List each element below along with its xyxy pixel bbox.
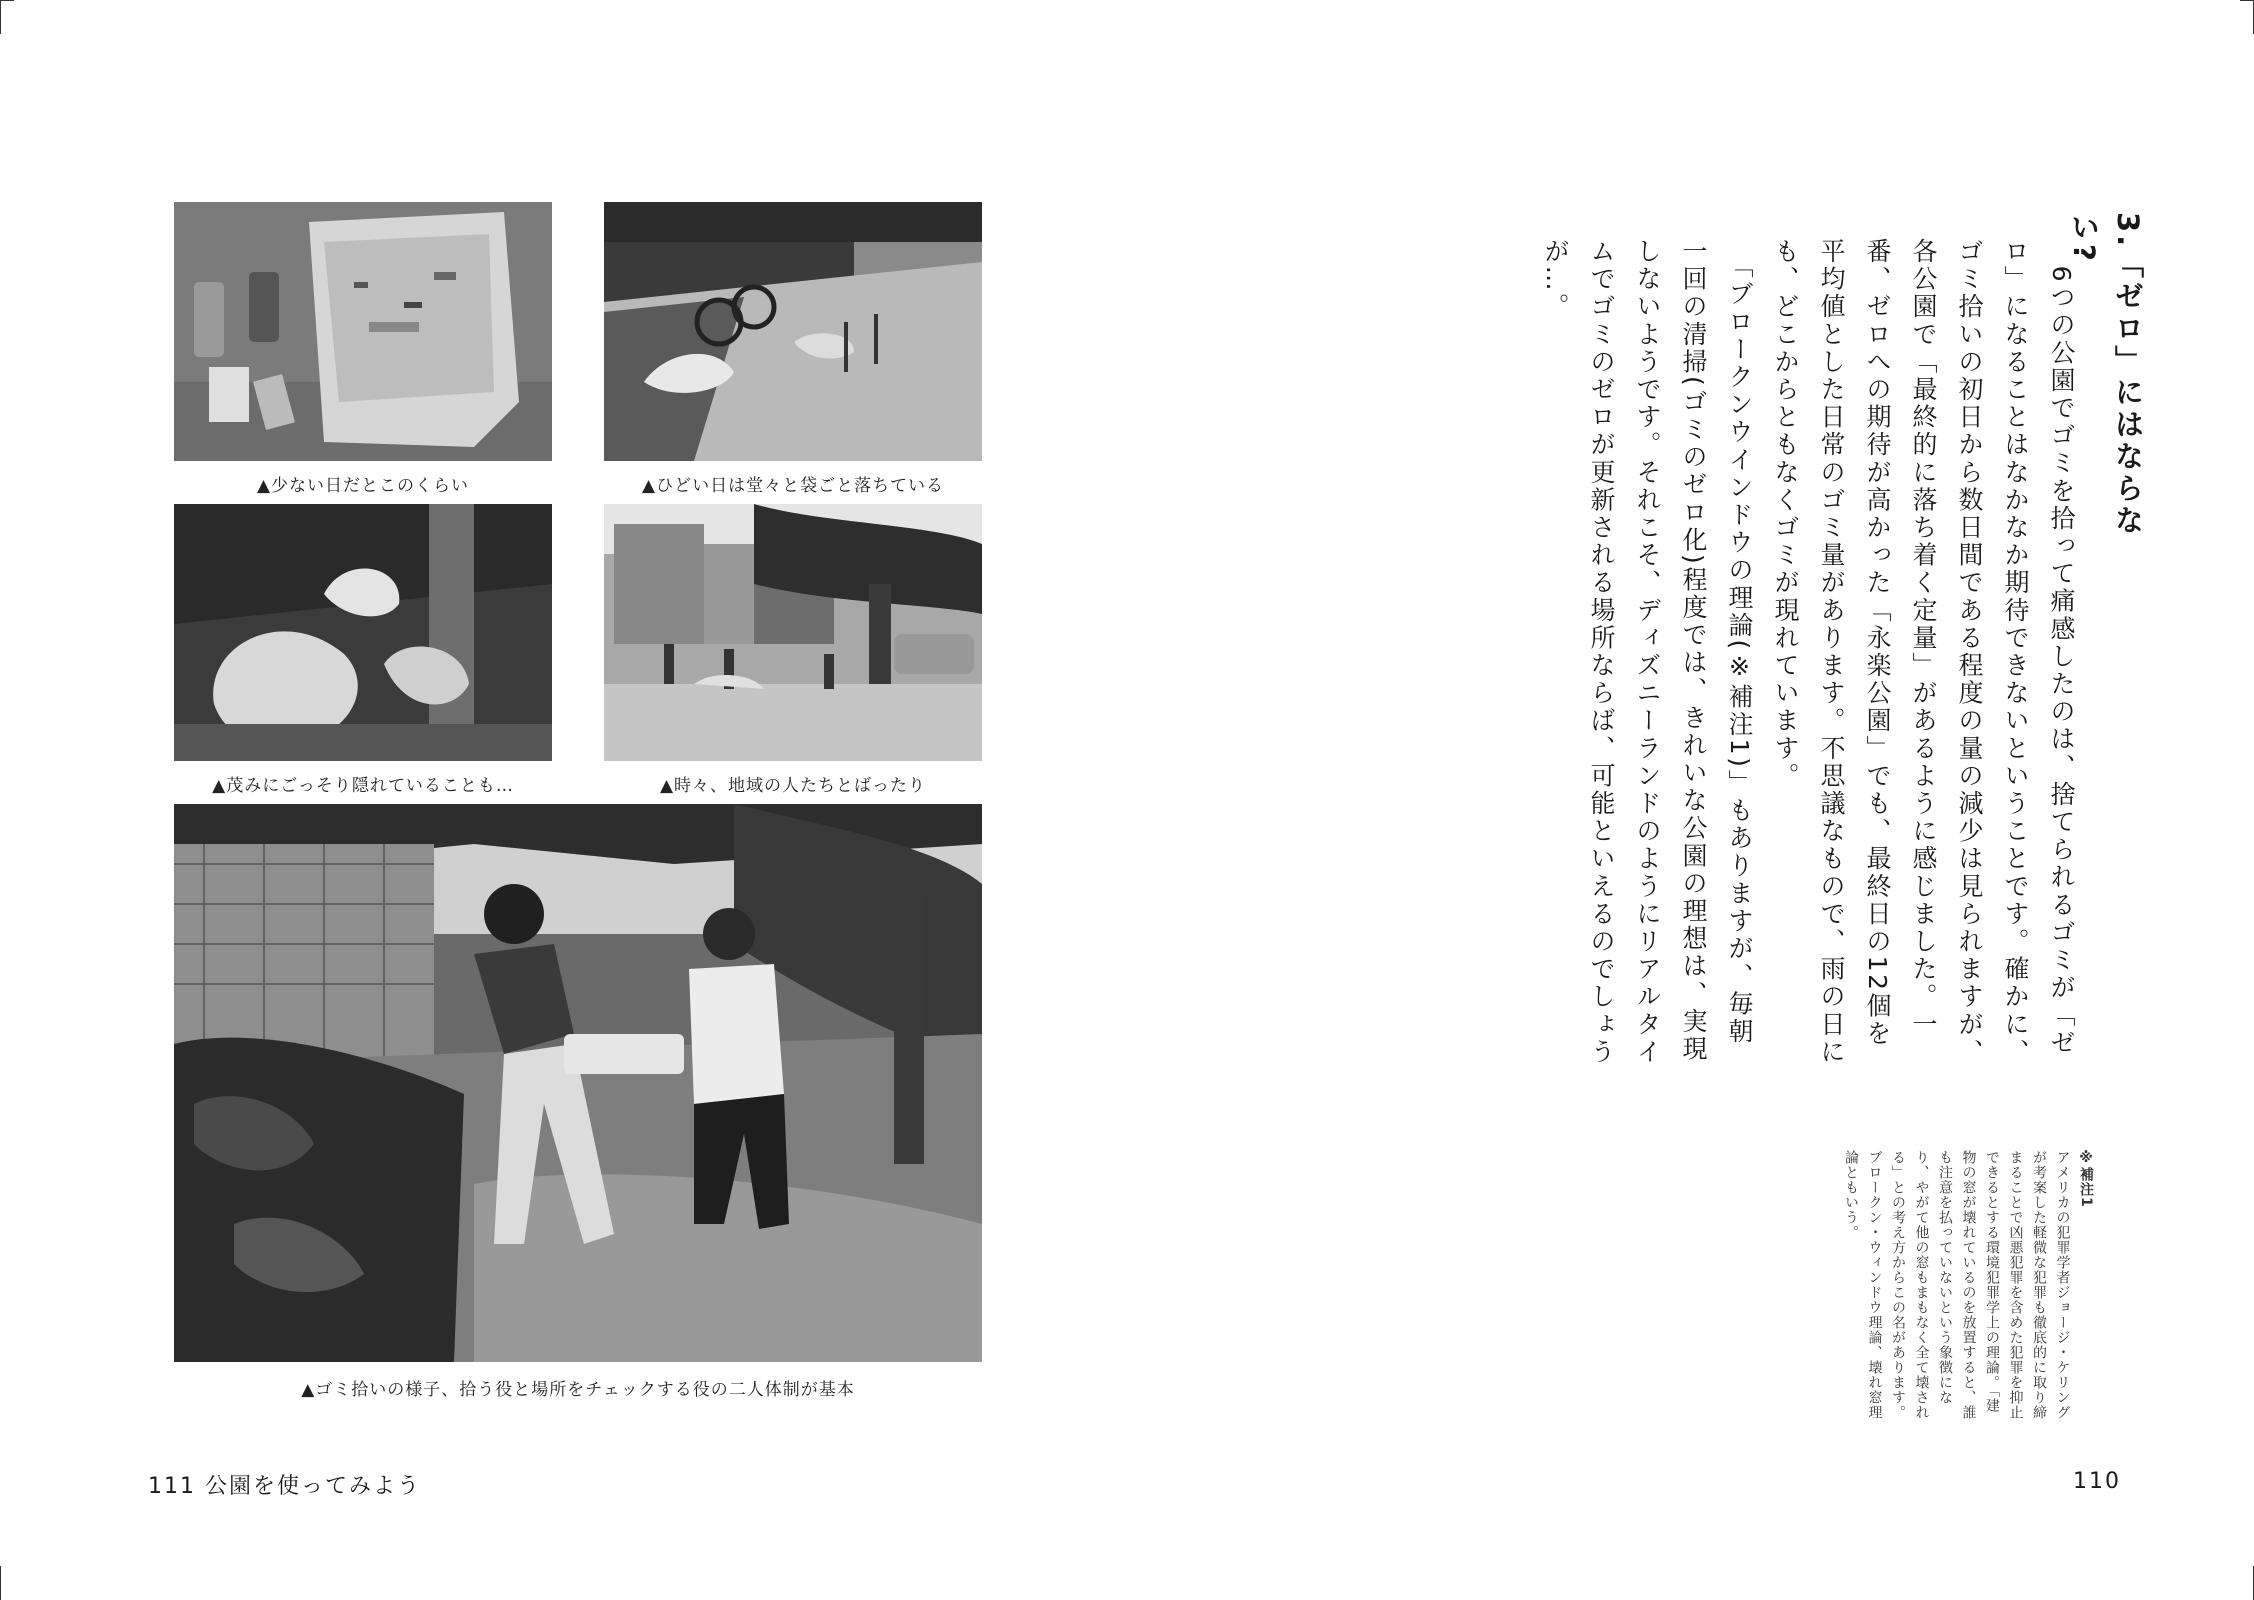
photo-caption: ▲ひどい日は堂々と袋ごと落ちている (642, 476, 944, 496)
photo-caption: ▲時々、地域の人たちとばったり (659, 776, 927, 796)
footnote-text: アメリカの犯罪学者ジョージ・ケリングが考案した軽微な犯罪も徹底的に取り締まることで凶悪犯罪を含めた犯罪を抑止できるとする環境犯罪学上の理論。「建物の窓が壊れているのを放置すると、誰も注意を払っていないという象徴になり、やがて他の窓もまもなく全て壊される」との考え方からこの名があります。ブロークン・ウィンドウ理論、壊れ窓理論ともいう。 (1843, 1150, 2071, 1420)
article-body (1532, 238, 2084, 1068)
article-paragraph: 「ブロークンウインドウの理論(※補注1)」もありますが、毎朝一回の清掃(ゴミのゼロ化)程度では、きれいな公園の理想は、実現しないようです。それこそ、ディズニーランドのようにリアルタイムでゴミのゼロが更新される場所ならば、可能といえるのでしょうが…。 (1541, 238, 1754, 1066)
photo-street-people (604, 504, 982, 761)
photo-bushes-trash (174, 504, 552, 761)
photo-trash-pickup (174, 804, 982, 1362)
photo-bicycle-rack (604, 202, 982, 461)
photo-caption: ▲茂みにごっそり隠れていることも… (212, 776, 514, 796)
crop-mark (0, 0, 1, 34)
footnote (1839, 1150, 2098, 1420)
footnote-title: ※補注1 (2078, 1150, 2094, 1208)
photo-caption: ▲少ない日だとこのくらい (256, 476, 470, 496)
article-paragraph: 6つの公園でゴミを拾って痛感したのは、捨てられるゴミが「ゼロ」になることはなかなか期待できないということです。確かに、ゴミ拾いの初日から数日間である程度の量の減少は見られますが、各公園で「最終的に落ち着く定量」があるように感じました。一番、ゼロへの期待が高かった「永楽公園」でも、最終日の12個を平均値とした日常のゴミ量があります。不思議なもので、雨の日にも、どこからともなくゴミが現れています。 (1771, 238, 2076, 1066)
page-folio-right: 110 (2073, 1469, 2121, 1494)
crop-mark (0, 0, 14, 1)
photo-caption: ▲ゴミ拾いの様子、拾う役と場所をチェックする役の二人体制が基本 (301, 1380, 855, 1400)
page-folio-left: 111 公園を使ってみよう (148, 1474, 421, 1499)
section-heading: 3.「ゼロ」にはならない? (2067, 212, 2145, 538)
photo-trash-basket (174, 202, 552, 461)
crop-mark (2240, 0, 2254, 1)
crop-mark (0, 1566, 1, 1600)
